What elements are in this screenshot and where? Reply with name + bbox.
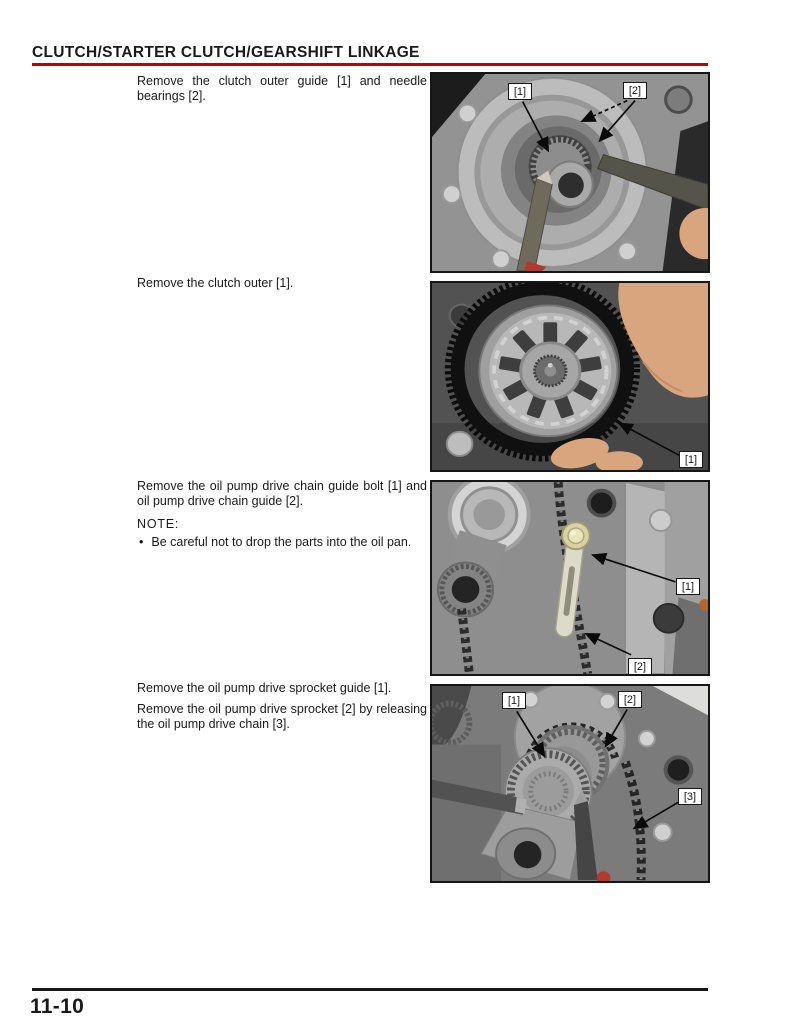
callout-label: [1] bbox=[508, 83, 532, 100]
note-label: NOTE: bbox=[137, 517, 180, 531]
instruction: Remove the oil pump drive sprocket [2] by releasing the oil pump drive chain [3]. bbox=[137, 702, 427, 731]
instruction: Remove the clutch outer guide [1] and needle bearings [2]. bbox=[137, 74, 427, 103]
page-title: CLUTCH/STARTER CLUTCH/GEARSHIFT LINKAGE bbox=[32, 44, 420, 61]
note-item bbox=[137, 535, 427, 550]
photo-clutch-outer bbox=[430, 281, 710, 472]
photo-oil-pump-sprocket bbox=[430, 684, 710, 883]
photo-illustration bbox=[432, 74, 708, 271]
callout-label: [1] bbox=[679, 451, 703, 468]
instruction: Remove the oil pump drive sprocket guide [1]. bbox=[137, 681, 392, 695]
footer-rule bbox=[32, 988, 708, 991]
callout-label: [2] bbox=[623, 82, 647, 99]
page-number: 11-10 bbox=[30, 995, 85, 1018]
instruction: Remove the oil pump drive chain guide bolt [1] and oil pump drive chain guide [2]. bbox=[137, 479, 427, 508]
callout-label: [3] bbox=[678, 788, 702, 805]
instruction: Remove the clutch outer [1]. bbox=[137, 276, 294, 290]
step-2-text bbox=[137, 276, 427, 297]
callout-label: [1] bbox=[676, 578, 700, 595]
callout-label: [1] bbox=[502, 692, 526, 709]
callout-label: [2] bbox=[628, 658, 652, 675]
note-text: Be careful not to drop the parts into the oil pan. bbox=[151, 535, 412, 549]
photo-illustration bbox=[432, 482, 708, 674]
step-1-text bbox=[137, 74, 427, 110]
callout-label: [2] bbox=[618, 691, 642, 708]
step-3-text bbox=[137, 479, 427, 550]
photo-clutch-outer-guide bbox=[430, 72, 710, 273]
photo-illustration bbox=[432, 686, 708, 881]
step-4-text bbox=[137, 681, 427, 738]
photo-oil-pump-chain-guide bbox=[430, 480, 710, 676]
photo-illustration bbox=[432, 283, 708, 470]
bullet-glyph: • bbox=[139, 535, 144, 549]
header-rule bbox=[32, 63, 708, 66]
